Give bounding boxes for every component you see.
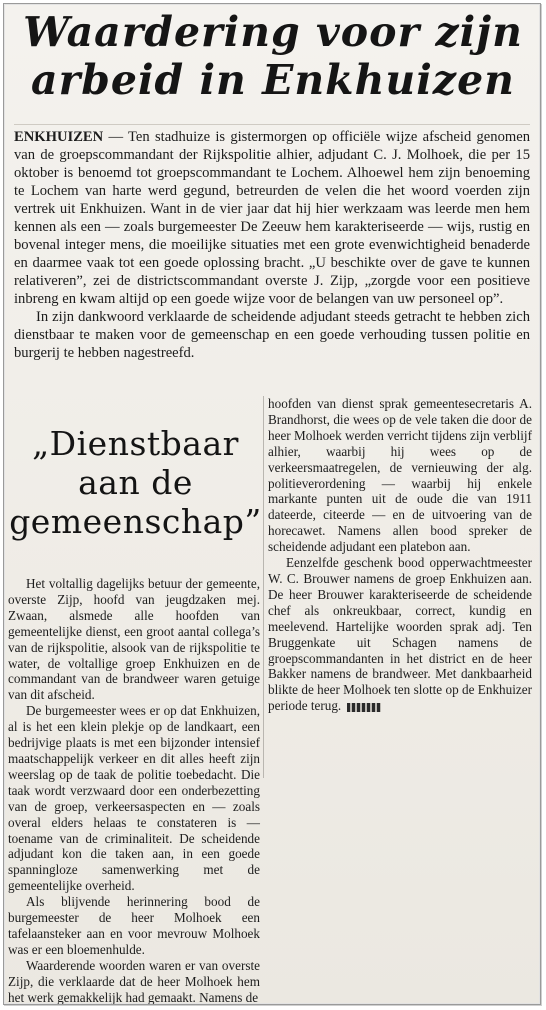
right-paragraph-1: hoofden van dienst sprak gemeentesecretaris A. Brandhorst, die wees op de vele taken die door de heer Molhoek werden verricht tijdens zijn verblijf alhier, waarbij hij wees op de verkeersmaatregelen, de vernieuwing der alg. politieverordening — waarbij hij enkele markante punten uit de oude die van 1911 dateerde, citeerde — en de uitvoering van de horecawet. Namens allen bood spreker de scheidende adjudant een platebon aan.	[268, 396, 532, 555]
left-paragraph-3: Als blijvende herinnering bood de burgemeester de heer Molhoek een tafelaansteker aan en voor mevrouw Molhoek was er een bloemenhulde.	[8, 894, 260, 957]
lead-paragraph-2: In zijn dankwoord verklaarde de scheidende adjudant steeds getracht te hebben zich dienstbaar te maken voor de gemeenschap en een goede verhouding tussen politie en burgerij te hebben nagestreefd.	[14, 309, 530, 361]
subheadline: „Dienstbaar aan de gemeenschap”	[9, 424, 262, 541]
newspaper-clipping	[3, 3, 541, 1005]
lead-text	[14, 128, 530, 362]
lead-paragraph-1-text: — Ten stadhuize is gistermorgen op officiële wijze afscheid genomen van de groepscommandant der Rijkspolitie alhier, adjudant C. J. Molhoek, die per 15 oktober is benoemd tot groepscommandant te Lochem. Alhoewel hem zijn benoeming te Lochem van harte werd gegund, betreurden de velen die het woord voerden zijn vertrek uit Enkhuizen. Want in de vier jaar dat hij hier werkzaam was leerde men hem kennen als een — zoals burgemeester De Zeeuw hem karakteriseerde — wijs, rustig en bovenal integer mens, die moeilijke situaties met een grote evenwichtigheid benaderde en daarmee vaak tot een goede oplossing bracht. „U beschikte over de gave te kunnen relativeren”, zei de districtscommandant overste J. Zijp, „zorgde voor een positieve inbreng en kwam altijd op een goede wijze voor de belangen van uw personeel op”.	[14, 129, 530, 307]
right-paragraph-2-text: Eenzelfde geschenk bood opperwachtmeester W. C. Brouwer namens de groep Enkhuizen aan. De heer Brouwer karakteriseerde de scheidende chef als onkreukbaar, correct, kundig en meelevend. Hartelijke woorden sprak adj. Ten Bruggenkate uit Schagen namens de groepscommandanten in het district en de heer Bakker namens de brandweer. Met dankbaarheid blikte de heer Molhoek ten slotte op de Enkhuizer periode terug.	[268, 555, 532, 714]
archive-stamp	[347, 703, 381, 712]
headline-line-1: Waardering voor zijn	[23, 8, 523, 56]
right-paragraph-2	[268, 555, 532, 714]
left-paragraph-4: Waarderende woorden waren er van overste Zijp, die verklaarde dat de heer Molhoek hem het werk gemakkelijk had gemaakt. Namens de	[8, 957, 260, 1005]
right-column	[268, 396, 532, 714]
lead-paragraph	[14, 128, 530, 308]
left-column	[8, 576, 260, 1005]
headline-divider	[14, 124, 530, 125]
left-paragraph-1: Het voltallig dagelijks betuur der gemeente, overste Zijp, hoofd van jeugdzaken mej. Zwaan, alsmede alle hoofden van gemeentelijke dienst, een groot aantal collega’s van de rijkspolitie, alsook van de rijkspolitie te water, de voltallige groep Enkhuizen en de commandant van de brandweer waren getuige van dit afscheid.	[8, 576, 260, 703]
left-paragraph-2: De burgemeester wees er op dat Enkhuizen, al is het een klein plekje op de landkaart, een bedrijvige plaats is met een bijzonder intensief maatschappelijk verkeer en dit alles heeft zijn weerslag op de taak de politie toebedacht. Die taak wordt verzwaard door een onderbezetting van de groep, verkeersaspecten en — zoals overal elders helaas te constateren is — toename van de criminaliteit. De scheidende adjudant kon die taken aan, in een goede spanningloze samenwerking met de gemeentelijke overheid.	[8, 703, 260, 894]
headline	[4, 8, 541, 104]
headline-line-2: arbeid in Enkhuizen	[31, 56, 515, 104]
dateline: ENKHUIZEN	[14, 129, 104, 145]
column-divider	[263, 396, 264, 778]
